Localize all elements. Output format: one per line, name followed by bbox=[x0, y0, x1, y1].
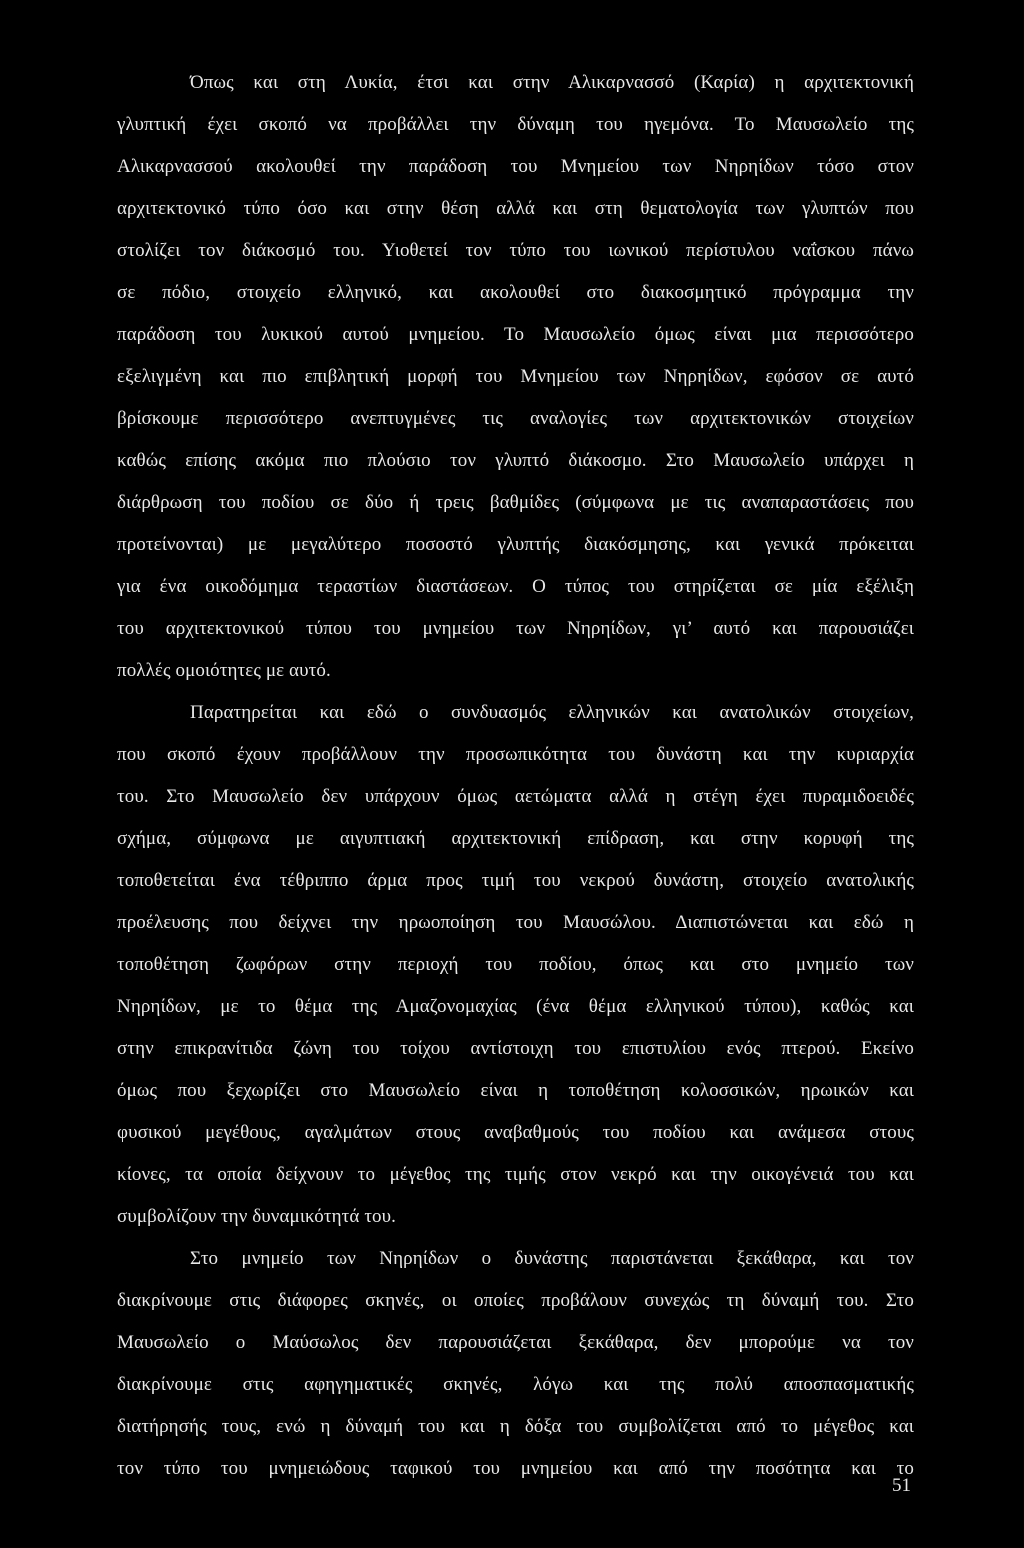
paragraph-1-line-7: παράδοση του λυκικού αυτού μνημείου. Το Μαυσωλείο όμως είναι μια περισσότερο bbox=[117, 324, 914, 345]
paragraph-2-line-6: προέλευσης που δείχνει την ηρωοποίηση του Μαυσώλου. Διαπιστώνεται και εδώ η bbox=[117, 912, 914, 933]
paragraph-2-line-2: που σκοπό έχουν προβάλλουν την προσωπικότητα του δυνάστη και την κυριαρχία bbox=[117, 744, 914, 765]
paragraph-2-line-8: Νηρηίδων, με το θέμα της Αμαζονομαχίας (ένα θέμα ελληνικού τύπου), καθώς και bbox=[117, 996, 914, 1017]
paragraph-1-line-15: πολλές ομοιότητες με αυτό. bbox=[117, 660, 331, 681]
paragraph-1-line-10: καθώς επίσης ακόμα πιο πλούσιο τον γλυπτό διάκοσμο. Στο Μαυσωλείο υπάρχει η bbox=[117, 450, 914, 471]
paragraph-3-line-6: τον τύπο του μνημειώδους ταφικού του μνημείου και από την ποσότητα και το bbox=[117, 1458, 914, 1479]
paragraph-3-line-1: Στο μνημείο των Νηρηίδων ο δυνάστης παριστάνεται ξεκάθαρα, και τον bbox=[190, 1248, 914, 1269]
paragraph-1-line-2: γλυπτική έχει σκοπό να προβάλλει την δύναμη του ηγεμόνα. Το Μαυσωλείο της bbox=[117, 114, 914, 135]
paragraph-1-line-6: σε πόδιο, στοιχείο ελληνικό, και ακολουθεί στο διακοσμητικό πρόγραμμα την bbox=[117, 282, 914, 303]
paragraph-3-line-2: διακρίνουμε στις διάφορες σκηνές, οι οποίες προβάλουν συνεχώς τη δύναμή του. Στο bbox=[117, 1290, 914, 1311]
paragraph-1-line-9: βρίσκουμε περισσότερο ανεπτυγμένες τις αναλογίες των αρχιτεκτονικών στοιχείων bbox=[117, 408, 914, 429]
paragraph-1-line-5: στολίζει τον διάκοσμό του. Υιοθετεί τον τύπο του ιωνικού περίστυλου ναΐσκου πάνω bbox=[117, 240, 914, 261]
paragraph-1-line-3: Αλικαρνασσού ακολουθεί την παράδοση του Μνημείου των Νηρηίδων τόσο στον bbox=[117, 156, 914, 177]
paragraph-1-line-14: του αρχιτεκτονικού τύπου του μνημείου των Νηρηίδων, γι’ αυτό και παρουσιάζει bbox=[117, 618, 914, 639]
paragraph-3-line-5: διατήρησής τους, ενώ η δύναμή του και η δόξα του συμβολίζεται από το μέγεθος και bbox=[117, 1416, 914, 1437]
paragraph-1-line-1: Όπως και στη Λυκία, έτσι και στην Αλικαρνασσό (Καρία) η αρχιτεκτονική bbox=[190, 72, 914, 93]
paragraph-3-line-3: Μαυσωλείο ο Μαύσωλος δεν παρουσιάζεται ξεκάθαρα, δεν μπορούμε να τον bbox=[117, 1332, 914, 1353]
paragraph-2-line-7: τοποθέτηση ζωφόρων στην περιοχή του ποδίου, όπως και στο μνημείο των bbox=[117, 954, 914, 975]
paragraph-1-line-4: αρχιτεκτονικό τύπο όσο και στην θέση αλλά και στη θεματολογία των γλυπτών που bbox=[117, 198, 914, 219]
paragraph-2-line-10: όμως που ξεχωρίζει στο Μαυσωλείο είναι η τοποθέτηση κολοσσικών, ηρωικών και bbox=[117, 1080, 914, 1101]
paragraph-1-line-8: εξελιγμένη και πιο επιβλητική μορφή του Μνημείου των Νηρηίδων, εφόσον σε αυτό bbox=[117, 366, 914, 387]
paragraph-1-line-12: προτείνονται) με μεγαλύτερο ποσοστό γλυπτής διακόσμησης, και γενικά πρόκειται bbox=[117, 534, 914, 555]
paragraph-1-line-13: για ένα οικοδόμημα τεραστίων διαστάσεων. Ο τύπος του στηρίζεται σε μία εξέλιξη bbox=[117, 576, 914, 597]
paragraph-2-line-3: του. Στο Μαυσωλείο δεν υπάρχουν όμως αετώματα αλλά η στέγη έχει πυραμιδοειδές bbox=[117, 786, 914, 807]
paragraph-1-line-11: διάρθρωση του ποδίου σε δύο ή τρεις βαθμίδες (σύμφωνα με τις αναπαραστάσεις που bbox=[117, 492, 914, 513]
paragraph-2-line-11: φυσικού μεγέθους, αγαλμάτων στους αναβαθμούς του ποδίου και ανάμεσα στους bbox=[117, 1122, 914, 1143]
paragraph-3-line-4: διακρίνουμε στις αφηγηματικές σκηνές, λόγω και της πολύ αποσπασματικής bbox=[117, 1374, 914, 1395]
paragraph-2-line-12: κίονες, τα οποία δείχνουν το μέγεθος της τιμής στον νεκρό και την οικογένειά του και bbox=[117, 1164, 914, 1185]
paragraph-2-line-1: Παρατηρείται και εδώ ο συνδυασμός ελληνικών και ανατολικών στοιχείων, bbox=[190, 702, 914, 723]
paragraph-2-line-4: σχήμα, σύμφωνα με αιγυπτιακή αρχιτεκτονική επίδραση, και στην κορυφή της bbox=[117, 828, 914, 849]
paragraph-2-line-9: στην επικρανίτιδα ζώνη του τοίχου αντίστοιχη του επιστυλίου ενός πτερού. Εκείνο bbox=[117, 1038, 914, 1059]
page-number: 51 bbox=[892, 1475, 911, 1496]
paragraph-2-line-5: τοποθετείται ένα τέθριππο άρμα προς τιμή του νεκρού δυνάστη, στοιχείο ανατολικής bbox=[117, 870, 914, 891]
paragraph-2-line-13: συμβολίζουν την δυναμικότητά του. bbox=[117, 1206, 397, 1227]
